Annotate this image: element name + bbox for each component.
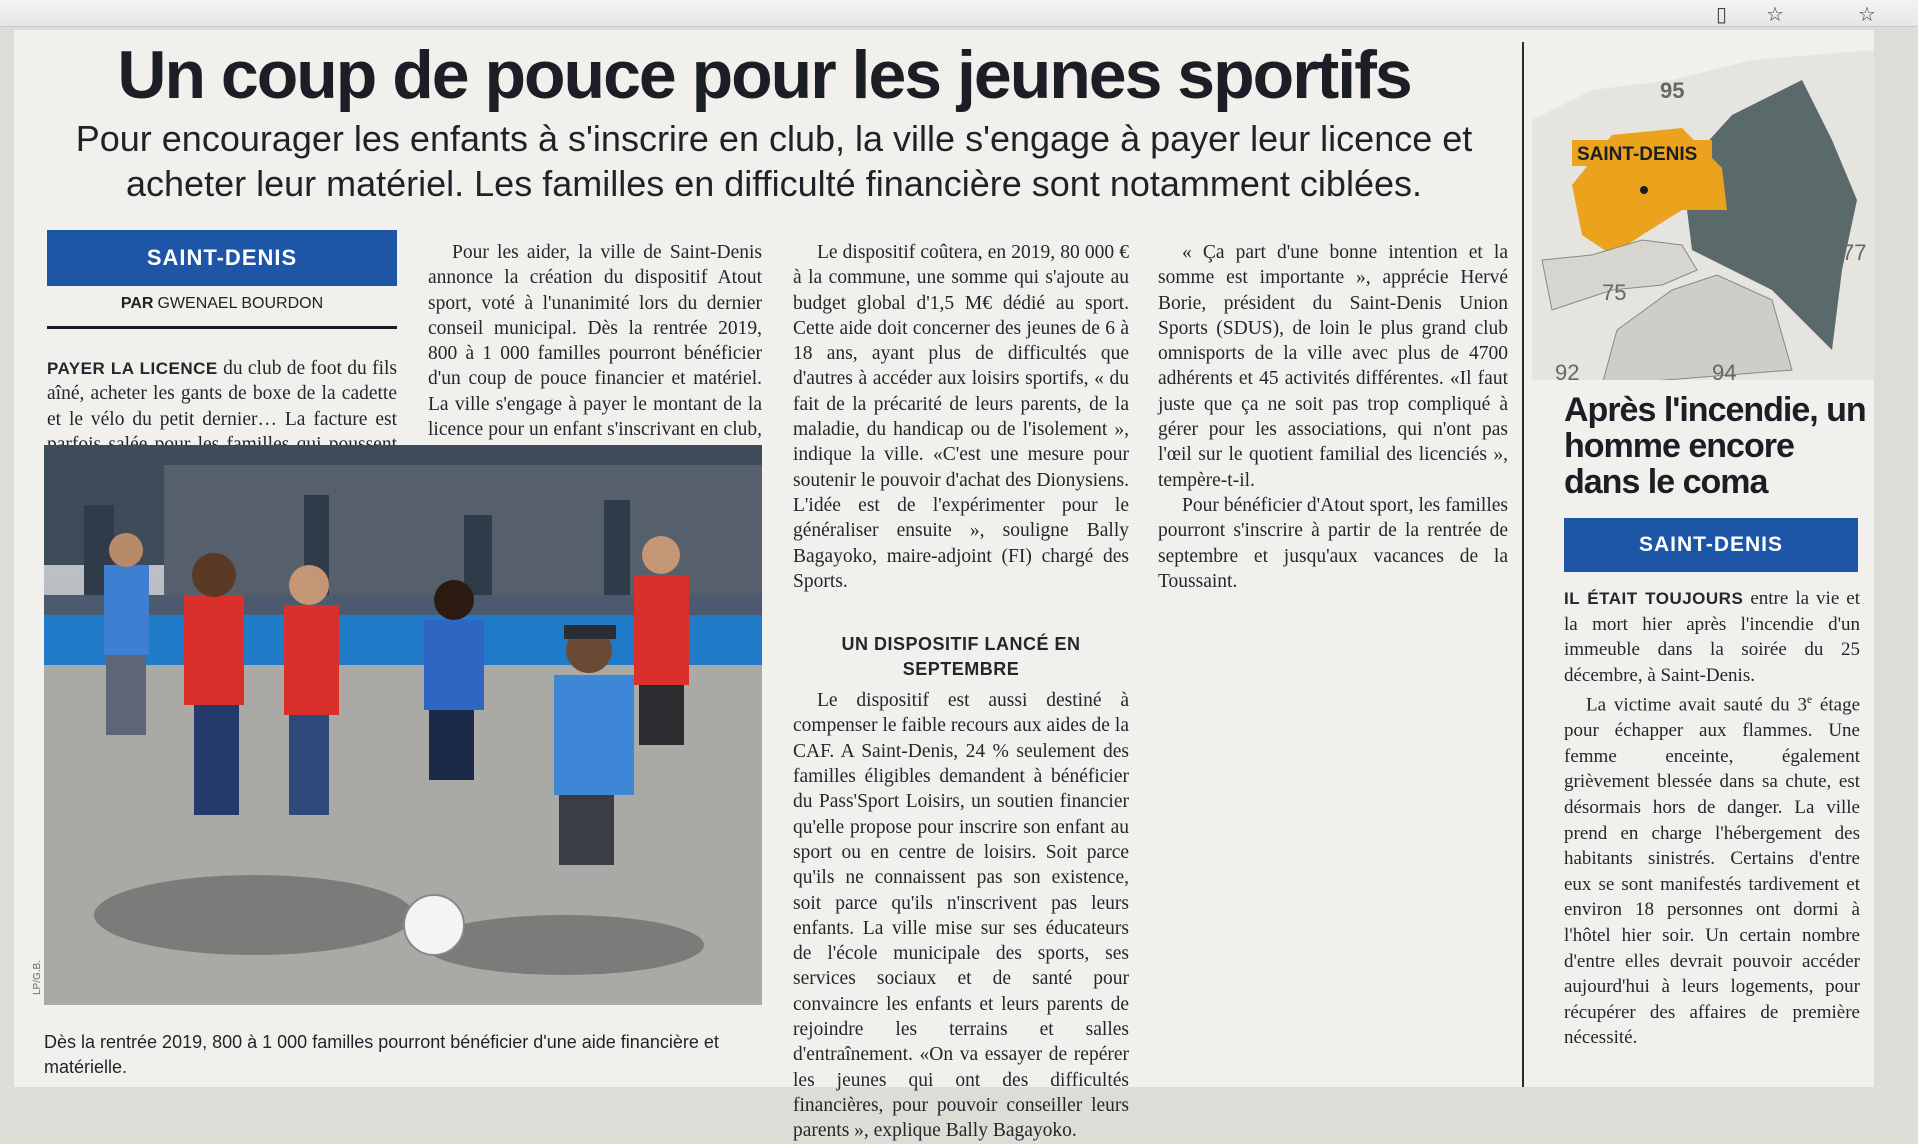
paragraph-2: Pour les aider, la ville de Saint-Denis annonce la création du dispositif Atout sport, voté à l'unanimité lors du dernier conseil municipal. Dès la rentrée 2019, 800 à 1 000 familles pourront bénéficier d'un coup de pouce financier et matériel. La ville s'engage à payer le montant de la licence pour un enfant s'inscrivant en club, [428, 242, 762, 441]
paragraph-4: Le dispositif est aussi destiné à compenser le faible recours aux aides de la CAF. A Saint-Denis, 24 % seulement des familles éligibles demandent à bénéficier du Pass'Sport Loisirs, un soutien financier qu'elle propose pour inscrire son enfant au sport ou en centre de loisirs. Soit parce qu'ils ne connaissent pas son existence, soit parce qu'ils n'inscrivent pas leurs enfants. La ville mise sur ses éducateurs de l'école municipale des sports, ses services sociaux et de santé pour convaincre les enfants et leurs parents de rejoindre les terrains et salles d'entraînement. «On va essayer de repérer les jeunes qui ont des difficultés financières, pour pouvoir conseiller leurs parents », explique Bally Bagayoko. [793, 690, 1129, 1142]
photo-caption: Dès la rentrée 2019, 800 à 1 000 familles pourront bénéficier d'une aide financière et matérielle. [44, 1032, 719, 1077]
section-rubric: SAINT-DENIS [47, 230, 397, 286]
browser-toolbar [0, 0, 1918, 27]
sidebar-paragraph-2b: étage pour échapper aux flammes. Une femme enceinte, également grièvement blessée dans sa chute, est désormais hors de danger. La ville prend en charge l'hébergement des habitants sinistrés. Certains d'entre eux se sont manifestés tardivement et environ 18 personnes ont dormi à l'hôtel hier soir. Un certain nombre d'entre elles devrait pouvoir accéder aujourd'hui à leurs logements, pour récupérer des affaires de première nécessité. [1564, 694, 1861, 1049]
photo-credit: LP/G.B. [32, 960, 43, 996]
article-deck: Pour encourager les enfants à s'inscrire en club, la ville s'engage à payer leur licence et acheter leur matériel. Les familles en difficulté financière sont notamment ciblées. [75, 118, 1473, 204]
sidebar-paragraph-2 [1564, 688, 1860, 1051]
main-article [14, 30, 1514, 1142]
sidebar-paragraph-1-text: entre la vie et la mort hier après l'incendie d'un immeuble dans la soirée du 25 décembre, à Saint-Denis. [1564, 588, 1860, 686]
subhead: UN DISPOSITIF LANCÉ EN SEPTEMBRE [841, 634, 1081, 680]
star-list-icon[interactable]: ☆ [1858, 2, 1876, 26]
paragraph-1-text: du club de foot du fils aîné, acheter les gants de boxe de la cadette et le vélo du petit dernier… La facture est [47, 358, 398, 430]
sidebar-lead-in: IL ÉTAIT TOUJOURS [1564, 589, 1744, 608]
sidebar-text [1564, 586, 1860, 1051]
map-label-92: 92 [1555, 360, 1580, 380]
map-label-75: 75 [1602, 280, 1627, 305]
byline-rule [47, 326, 397, 329]
column-divider [1522, 42, 1524, 1087]
article-headline: Un coup de pouce pour les jeunes sportifs [117, 37, 1411, 113]
bookmark-icon[interactable]: ▯ [1716, 2, 1728, 26]
byline-author: GWENAEL BOURDON [157, 295, 324, 312]
column-3 [793, 240, 1129, 1144]
sidebar-headline: Après l'incendie, un homme encore dans le coma [1564, 391, 1866, 501]
newspaper-page [14, 30, 1874, 1142]
sidebar-rubric: SAINT-DENIS [1564, 518, 1858, 572]
sidebar-paragraph-2a: La victime avait sauté du 3 [1586, 694, 1807, 716]
photo-illustration [44, 445, 762, 1005]
paragraph-3: Le dispositif coûtera, en 2019, 80 000 € à la commune, une somme qui s'ajoute au budget global d'1,5 M€ dédié au sport. Cette aide doit concerner des jeunes de 6 à 18 ans, ayant plus de difficultés que d'autres à accéder aux loisirs sportifs, « du fait de la précarité de leurs parents, de la maladie, du handicap ou de l'isolement », indique la ville. «C'est une mesure pour soutenir le pouvoir d'achat des Dionysiens. L'idée est de l'expérimenter pour le généraliser ensuite », souligne Bally Bagayoko, maire-adjoint (FI) chargé des Sports. [793, 242, 1129, 592]
lead-in: PAYER LA LICENCE [47, 359, 218, 378]
star-icon[interactable]: ☆ [1766, 2, 1784, 26]
byline [47, 295, 397, 313]
map-highlight-label: SAINT-DENIS [1577, 144, 1698, 165]
byline-prefix: PAR [120, 295, 154, 312]
article-photo [44, 445, 762, 1005]
map-label-77: 77 [1842, 240, 1867, 265]
map-label-94: 94 [1712, 360, 1737, 380]
sidebar-brief [1532, 30, 1874, 1087]
map-illustration [1532, 50, 1874, 380]
locator-map [1532, 50, 1874, 380]
column-4 [1158, 240, 1508, 594]
paragraph-5: « Ça part d'une bonne intention et la somme est importante », apprécie Hervé Borie, président du Saint-Denis Union Sports (SDUS), de loin le plus grand club omnisports de la ville avec plus de 4700 adhérents et 45 activités différentes. «Il faut juste que ça ne soit pas trop compliqué à gérer pour les associations, qui n'ont pas l'œil sur le quotient familial des licenciés », tempère-t-il. [1158, 242, 1508, 491]
paragraph-6: Pour bénéficier d'Atout sport, les familles pourront s'inscrire à partir de la rentrée de septembre et jusqu'aux vacances de la Toussaint. [1158, 494, 1508, 592]
map-label-95: 95 [1660, 78, 1685, 103]
sidebar-paragraph-1 [1564, 586, 1860, 688]
ordinal-sup: e [1806, 694, 1813, 707]
